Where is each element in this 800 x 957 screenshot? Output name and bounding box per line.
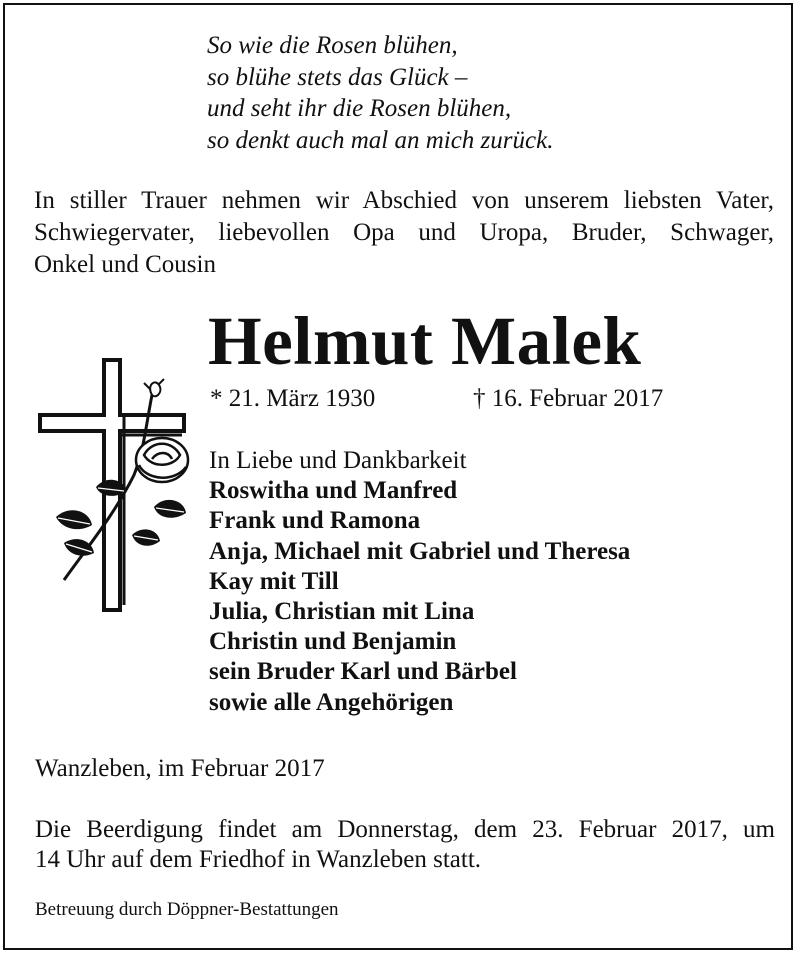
- poem: [207, 30, 553, 156]
- funeral-service-credit: Betreuung durch Döppner-Bestattungen: [35, 899, 339, 920]
- funeral-line: 14 Uhr auf dem Friedhof in Wanzleben statt.: [35, 846, 482, 873]
- intro-line: Onkel und Cousin: [34, 251, 216, 278]
- mourner-name: Anja, Michael mit Gabriel und Theresa: [209, 537, 631, 565]
- birth-date: * 21. März 1930: [210, 385, 376, 412]
- funeral-line: Die Beerdigung findet am Donnerstag, dem 23. Februar 2017, um: [35, 816, 775, 843]
- cross-with-rose-icon: [34, 355, 194, 615]
- intro-line: In stiller Trauer nehmen wir Abschied von unserem liebsten Vater,: [34, 187, 774, 214]
- mourner-name: sein Bruder Karl und Bärbel: [209, 658, 517, 686]
- death-date: † 16. Februar 2017: [473, 385, 664, 412]
- mourners-list: [209, 446, 630, 718]
- poem-line: so blühe stets das Glück –: [207, 63, 468, 91]
- mourner-name: Christin und Benjamin: [209, 628, 457, 656]
- place-date: Wanzleben, im Februar 2017: [35, 755, 325, 782]
- mourner-name: Kay mit Till: [209, 567, 339, 595]
- intro-line: Schwiegervater, liebevollen Opa und Uropa, Bruder, Schwager,: [34, 219, 774, 246]
- mourners-lead: In Liebe und Dankbarkeit: [209, 447, 467, 474]
- poem-line: So wie die Rosen blühen,: [207, 32, 458, 59]
- mourner-name: Julia, Christian mit Lina: [209, 598, 475, 626]
- funeral-notice: [35, 815, 775, 875]
- mourner-name: sowie alle Angehörigen: [209, 688, 454, 716]
- intro-text: [34, 185, 774, 281]
- mourner-name: Roswitha und Manfred: [209, 477, 458, 505]
- deceased-name: Helmut Malek: [208, 303, 642, 379]
- poem-line: so denkt auch mal an mich zurück.: [207, 126, 554, 154]
- mourner-name: Frank und Ramona: [209, 507, 421, 535]
- poem-line: und seht ihr die Rosen blühen,: [207, 95, 512, 122]
